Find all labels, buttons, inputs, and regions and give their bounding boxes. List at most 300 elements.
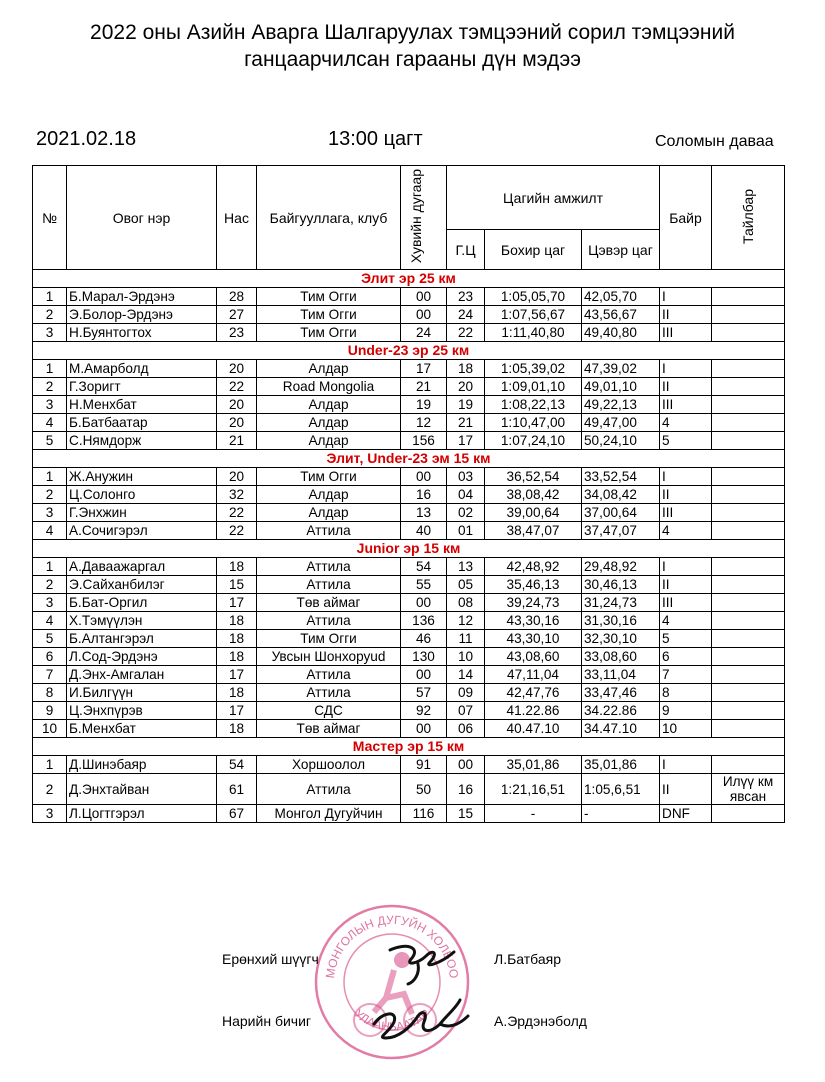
cell-num: 3 [33,805,67,823]
cell-net: 37,47,07 [582,522,660,540]
cell-note [712,468,785,486]
cell-net: 33,11,04 [582,666,660,684]
cell-finish: 43,08,60 [485,648,582,666]
header-time-group: Цагийн амжилт [447,166,660,230]
cell-net: 30,46,13 [582,576,660,594]
table-row [33,432,785,450]
cell-num: 3 [33,504,67,522]
cell-start: 02 [447,504,485,522]
cell-note [712,324,785,342]
cell-name: М.Амарболд [67,360,217,378]
cell-bib: 136 [401,612,447,630]
cell-club: Road Mongolia [257,378,401,396]
cell-net: 33,47,46 [582,684,660,702]
cell-name: Л.Сод-Эрдэнэ [67,648,217,666]
cell-finish: 1:09,01,10 [485,378,582,396]
table-row [33,630,785,648]
cell-finish: 1:21,16,51 [485,774,582,805]
cell-age: 54 [217,756,257,774]
cell-finish: - [485,805,582,823]
cell-note [712,288,785,306]
table-header [33,166,785,270]
cell-age: 61 [217,774,257,805]
cell-net: 33,52,54 [582,468,660,486]
header-club: Байгууллага, клуб [257,166,401,270]
cell-num: 6 [33,648,67,666]
table-row [33,756,785,774]
cell-place: 4 [660,414,712,432]
cell-num: 5 [33,630,67,648]
cell-num: 9 [33,702,67,720]
cell-age: 21 [217,432,257,450]
event-location: Соломын даваа [655,133,774,150]
table-row [33,774,785,805]
section-title: Мастер эр 15 км [33,738,785,756]
cell-place: I [660,468,712,486]
cell-net: 31,30,16 [582,612,660,630]
cell-finish: 38,47,07 [485,522,582,540]
section-header-row [33,738,785,756]
cell-age: 18 [217,648,257,666]
cell-place: III [660,324,712,342]
cell-num: 1 [33,360,67,378]
cell-num: 4 [33,414,67,432]
cell-net: 49,47,00 [582,414,660,432]
cell-finish: 47,11,04 [485,666,582,684]
cell-age: 15 [217,576,257,594]
cell-bib: 21 [401,378,447,396]
cell-club: Монгол Дугуйчин [257,805,401,823]
cell-place: III [660,504,712,522]
cell-age: 20 [217,414,257,432]
cell-name: Ж.Анужин [67,468,217,486]
cell-age: 23 [217,324,257,342]
cell-note [712,594,785,612]
cell-bib: 116 [401,805,447,823]
cell-start: 08 [447,594,485,612]
table-row [33,306,785,324]
cell-num: 3 [33,594,67,612]
cell-bib: 16 [401,486,447,504]
cell-age: 17 [217,702,257,720]
cell-club: Алдар [257,414,401,432]
table-row [33,576,785,594]
cell-start: 23 [447,288,485,306]
cell-place: 8 [660,684,712,702]
table-row [33,594,785,612]
cell-bib: 156 [401,432,447,450]
cell-num: 7 [33,666,67,684]
cell-num: 5 [33,432,67,450]
section-title: Junior эр 15 км [33,540,785,558]
cell-num: 2 [33,486,67,504]
table-body [33,270,785,823]
cell-place: III [660,594,712,612]
cell-name: А.Даваажаргал [67,558,217,576]
section-header-row [33,540,785,558]
cell-place: I [660,756,712,774]
cell-finish: 39,00,64 [485,504,582,522]
cell-bib: 55 [401,576,447,594]
cell-finish: 36,52,54 [485,468,582,486]
cell-age: 32 [217,486,257,504]
cell-place: I [660,360,712,378]
cell-bib: 00 [401,306,447,324]
cell-net: 49,01,10 [582,378,660,396]
cell-net: 47,39,02 [582,360,660,378]
cell-net: - [582,805,660,823]
cell-note: Илүү км явсан [712,774,785,805]
stamp-bottom-text: УЛААНБААТАР [351,1006,433,1034]
cell-name: Х.Тэмүүлэн [67,612,217,630]
secretary-name: А.Эрдэнэболд [494,1013,587,1029]
cell-club: СДС [257,702,401,720]
cell-place: 5 [660,432,712,450]
section-header-row [33,450,785,468]
cell-finish: 43,30,10 [485,630,582,648]
cell-name: Ц.Солонго [67,486,217,504]
cell-num: 1 [33,468,67,486]
cell-club: Тим Огги [257,468,401,486]
table-row [33,414,785,432]
cell-note [712,396,785,414]
cell-start: 19 [447,396,485,414]
cell-place: 10 [660,720,712,738]
cell-num: 3 [33,324,67,342]
cell-place: II [660,486,712,504]
cell-place: II [660,306,712,324]
cell-num: 2 [33,774,67,805]
header-age: Нас [217,166,257,270]
cell-age: 18 [217,630,257,648]
cell-place: 5 [660,630,712,648]
cell-bib: 00 [401,468,447,486]
table-row [33,324,785,342]
cell-age: 67 [217,805,257,823]
cell-age: 20 [217,468,257,486]
header-bib-text: Хувийн дугаар [407,168,424,264]
cell-num: 1 [33,558,67,576]
cell-bib: 50 [401,774,447,805]
cell-net: 49,22,13 [582,396,660,414]
cell-name: А.Сочигэрэл [67,522,217,540]
cell-place: 6 [660,648,712,666]
cell-start: 00 [447,756,485,774]
cell-net: 43,56,67 [582,306,660,324]
cell-bib: 19 [401,396,447,414]
cell-age: 27 [217,306,257,324]
document-title-line1: 2022 оны Азийн Аварга Шалгаруулах тэмцээний сорил тэмцээний [90,21,735,44]
cell-net: 1:05,6,51 [582,774,660,805]
cell-age: 18 [217,720,257,738]
cell-net: 31,24,73 [582,594,660,612]
cell-finish: 38,08,42 [485,486,582,504]
cell-note [712,414,785,432]
cell-place: I [660,288,712,306]
cell-start: 03 [447,468,485,486]
cell-club: Тим Огги [257,324,401,342]
cell-note [712,486,785,504]
cell-num: 1 [33,756,67,774]
cell-finish: 40.47.10 [485,720,582,738]
header-start: Г.Ц [447,230,485,270]
cell-place: I [660,558,712,576]
cell-num: 4 [33,522,67,540]
cell-start: 10 [447,648,485,666]
cell-bib: 92 [401,702,447,720]
cell-num: 2 [33,576,67,594]
header-finish: Бохир цаг [485,230,582,270]
cell-age: 22 [217,378,257,396]
cell-bib: 00 [401,666,447,684]
cell-bib: 17 [401,360,447,378]
cell-num: 1 [33,288,67,306]
cell-place: 7 [660,666,712,684]
chief-judge-label: Ерөнхий шүүгч [222,951,319,967]
cell-note [712,720,785,738]
cell-name: Б.Батбаатар [67,414,217,432]
cell-start: 21 [447,414,485,432]
table-row [33,612,785,630]
cell-start: 11 [447,630,485,648]
header-note-text: Тайлбар [739,188,756,244]
cell-club: Алдар [257,396,401,414]
cell-finish: 1:05,05,70 [485,288,582,306]
cell-start: 06 [447,720,485,738]
cell-net: 37,00,64 [582,504,660,522]
cell-net: 32,30,10 [582,630,660,648]
cell-note [712,378,785,396]
table-row [33,558,785,576]
cell-age: 22 [217,504,257,522]
cell-num: 8 [33,684,67,702]
cell-bib: 12 [401,414,447,432]
cell-place: II [660,774,712,805]
cell-note [712,432,785,450]
cell-start: 05 [447,576,485,594]
section-header-row [33,270,785,288]
cell-finish: 1:10,47,00 [485,414,582,432]
cell-club: Төв аймаг [257,720,401,738]
table-row [33,702,785,720]
table-row [33,522,785,540]
cell-finish: 43,30,16 [485,612,582,630]
cell-note [712,612,785,630]
header-bib [401,166,447,270]
cell-note [712,306,785,324]
cell-name: Г.Зоригт [67,378,217,396]
cell-bib: 130 [401,648,447,666]
cell-place: 4 [660,522,712,540]
cell-start: 22 [447,324,485,342]
cell-note [712,702,785,720]
table-row [33,288,785,306]
cell-net: 33,08,60 [582,648,660,666]
cell-bib: 57 [401,684,447,702]
cell-name: Л.Цогтгэрэл [67,805,217,823]
cell-note [712,504,785,522]
secretary-label: Нарийн бичиг [222,1013,312,1029]
cell-name: Н.Менхбат [67,396,217,414]
cell-note [712,805,785,823]
cell-name: Б.Марал-Эрдэнэ [67,288,217,306]
cell-age: 18 [217,612,257,630]
cell-note [712,756,785,774]
cell-age: 20 [217,360,257,378]
cell-finish: 1:11,40,80 [485,324,582,342]
cell-bib: 40 [401,522,447,540]
cell-note [712,360,785,378]
section-title: Элит эр 25 км [33,270,785,288]
cell-name: Б.Бат-Оргил [67,594,217,612]
cell-bib: 91 [401,756,447,774]
cell-finish: 35,46,13 [485,576,582,594]
cell-name: Б.Алтангэрэл [67,630,217,648]
cell-age: 18 [217,558,257,576]
cell-finish: 39,24,73 [485,594,582,612]
cell-place: III [660,396,712,414]
cell-club: Алдар [257,504,401,522]
cell-finish: 1:08,22,13 [485,396,582,414]
cell-start: 09 [447,684,485,702]
cell-club: Аттила [257,576,401,594]
cell-note [712,666,785,684]
section-title: Under-23 эр 25 км [33,342,785,360]
cell-num: 10 [33,720,67,738]
cell-age: 20 [217,396,257,414]
cell-start: 16 [447,774,485,805]
cell-age: 22 [217,522,257,540]
cell-club: Аттила [257,522,401,540]
handwritten-signatures [368,928,478,1048]
event-time: 13:00 цагт [328,128,423,150]
table-row [33,648,785,666]
cell-club: Алдар [257,486,401,504]
cell-club: Тим Огги [257,630,401,648]
table-row [33,684,785,702]
cell-club: Аттила [257,612,401,630]
cell-name: И.Билгүүн [67,684,217,702]
cell-num: 4 [33,612,67,630]
cell-note [712,576,785,594]
cell-num: 2 [33,306,67,324]
header-place: Байр [660,166,712,270]
cell-club: Тим Огги [257,288,401,306]
cell-club: Аттила [257,666,401,684]
header-note [712,166,785,270]
header-num: № [33,166,67,270]
cell-place: II [660,378,712,396]
cell-name: Н.Буянтогтох [67,324,217,342]
results-table [32,165,785,823]
cell-net: 29,48,92 [582,558,660,576]
table-row [33,805,785,823]
cell-name: Г.Энхжин [67,504,217,522]
cell-bib: 24 [401,324,447,342]
cell-start: 24 [447,306,485,324]
cell-finish: 42,47,76 [485,684,582,702]
cell-note [712,558,785,576]
cell-note [712,684,785,702]
header-net: Цэвэр цаг [582,230,660,270]
chief-judge-name: Л.Батбаяр [494,951,562,967]
table-row [33,666,785,684]
table-row [33,720,785,738]
cell-bib: 46 [401,630,447,648]
cell-name: С.Нямдорж [67,432,217,450]
cell-finish: 35,01,86 [485,756,582,774]
cell-club: Тим Огги [257,306,401,324]
cell-net: 49,40,80 [582,324,660,342]
cell-note [712,630,785,648]
cell-net: 42,05,70 [582,288,660,306]
cell-net: 50,24,10 [582,432,660,450]
table-row [33,396,785,414]
cell-finish: 1:07,24,10 [485,432,582,450]
cell-club: Алдар [257,432,401,450]
cell-place: 4 [660,612,712,630]
cell-start: 17 [447,432,485,450]
cell-start: 18 [447,360,485,378]
cell-place: DNF [660,805,712,823]
cell-age: 18 [217,684,257,702]
cell-club: Аттила [257,558,401,576]
cell-net: 35,01,86 [582,756,660,774]
stamp-top-text: МОНГОЛЫН ДУГУЙН ХОЛБОО [322,912,461,980]
cell-place: II [660,576,712,594]
table-row [33,486,785,504]
cell-club: Аттила [257,684,401,702]
cell-start: 15 [447,805,485,823]
cell-bib: 54 [401,558,447,576]
cell-club: Аттила [257,774,401,805]
table-row [33,378,785,396]
cell-finish: 1:07,56,67 [485,306,582,324]
section-title: Элит, Under-23 эм 15 км [33,450,785,468]
cell-name: Д.Энх-Амгалан [67,666,217,684]
cell-club: Төв аймаг [257,594,401,612]
cell-age: 28 [217,288,257,306]
cell-finish: 42,48,92 [485,558,582,576]
header-name: Овог нэр [67,166,217,270]
cell-name: Д.Энхтайван [67,774,217,805]
cell-name: Ц.Энхпүрэв [67,702,217,720]
cell-name: Д.Шинэбаяр [67,756,217,774]
cell-age: 17 [217,594,257,612]
cell-start: 20 [447,378,485,396]
cell-start: 14 [447,666,485,684]
cell-club: Хоршоолол [257,756,401,774]
cell-num: 3 [33,396,67,414]
cell-bib: 00 [401,720,447,738]
cell-num: 2 [33,378,67,396]
cell-bib: 00 [401,288,447,306]
cell-bib: 00 [401,594,447,612]
table-row [33,468,785,486]
cell-note [712,648,785,666]
cell-place: 9 [660,702,712,720]
event-date: 2021.02.18 [36,128,137,150]
cell-start: 07 [447,702,485,720]
cell-start: 01 [447,522,485,540]
table-row [33,360,785,378]
cell-name: Б.Менхбат [67,720,217,738]
cell-age: 17 [217,666,257,684]
cell-club: Увсын Шонхоруud [257,648,401,666]
cell-name: Э.Сайханбилэг [67,576,217,594]
cell-start: 13 [447,558,485,576]
cell-bib: 13 [401,504,447,522]
